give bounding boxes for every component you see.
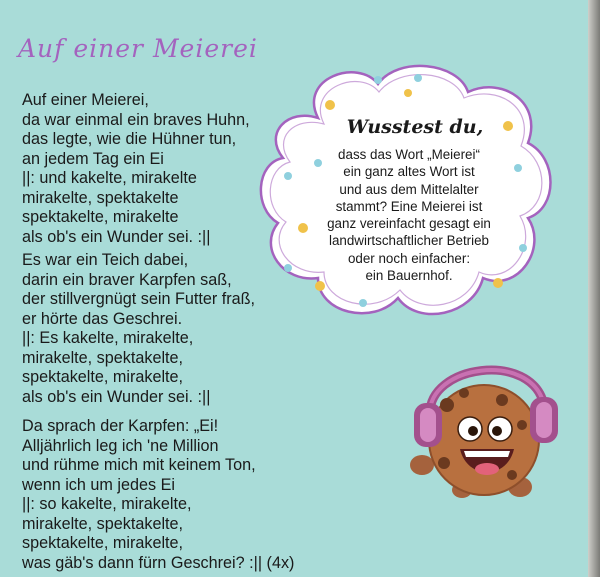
verse-line: als ob's ein Wunder sei. :|| [22,227,211,246]
verse-line: als ob's ein Wunder sei. :|| [22,387,211,406]
verse-line: der stillvergnügt sein Futter fraß, [22,290,256,308]
verse-line: spektakelte, mirakelte, [22,368,184,386]
verse-line: wenn ich um jedes Ei [22,475,175,494]
verse-line: ||: so kakelte, mirakelte, [22,495,192,513]
verse-line: an jedem Tag ein Ei [22,149,164,168]
book-spine-edge [588,0,600,577]
verse-line: das legte, wie die Hühner tun, [22,130,237,148]
song-title: Auf einer Meierei [18,34,258,63]
verse-line: er hörte das Geschrei. [22,309,183,328]
verse-line: ||: Es kakelte, mirakelte, [22,329,194,347]
verse-line: und rühme mich mit keinem Ton, [22,456,256,474]
info-line: stammt? Eine Meierei ist [335,198,483,214]
verse-line: ||: und kakelte, mirakelte [22,169,197,187]
info-line: ein ganz altes Wort ist [343,164,475,180]
cookie-mascot-with-headphones-icon [402,345,572,500]
verse-line: spektakelte, mirakelte, [22,534,184,552]
verse-line: Auf einer Meierei, [22,91,149,109]
verse-line: mirakelte, spektakelte, [22,514,184,533]
verse-line: spektakelte, mirakelte [22,208,179,226]
verse-line: Da sprach der Karpfen: „Ei! [22,417,219,435]
info-line: oder noch einfacher: [347,250,471,266]
verse-line: was gäb's dann fürn Geschrei? :|| (4x) [22,553,295,572]
info-line: ganz vereinfacht gesagt ein [327,216,491,232]
verse-line: Alljährlich leg ich 'ne Million [22,436,219,455]
verse-line: Es war ein Teich dabei, [22,251,189,269]
verse-line: darin ein braver Karpfen saß, [22,270,232,289]
verse-3 [22,417,322,573]
verse-line: mirakelte, spektakelte, [22,348,184,367]
info-line: landwirtschaftlicher Betrieb [328,233,489,249]
info-line: dass das Wort „Meierei“ [338,147,480,162]
info-line: und aus dem Mittelalter [339,181,479,197]
info-text [303,146,515,284]
verse-line: da war einmal ein braves Huhn, [22,110,250,129]
verse-line: mirakelte, spektakelte [22,188,179,207]
info-line: ein Bauernhof. [365,268,453,284]
info-title: Wusstest du, [346,116,484,138]
